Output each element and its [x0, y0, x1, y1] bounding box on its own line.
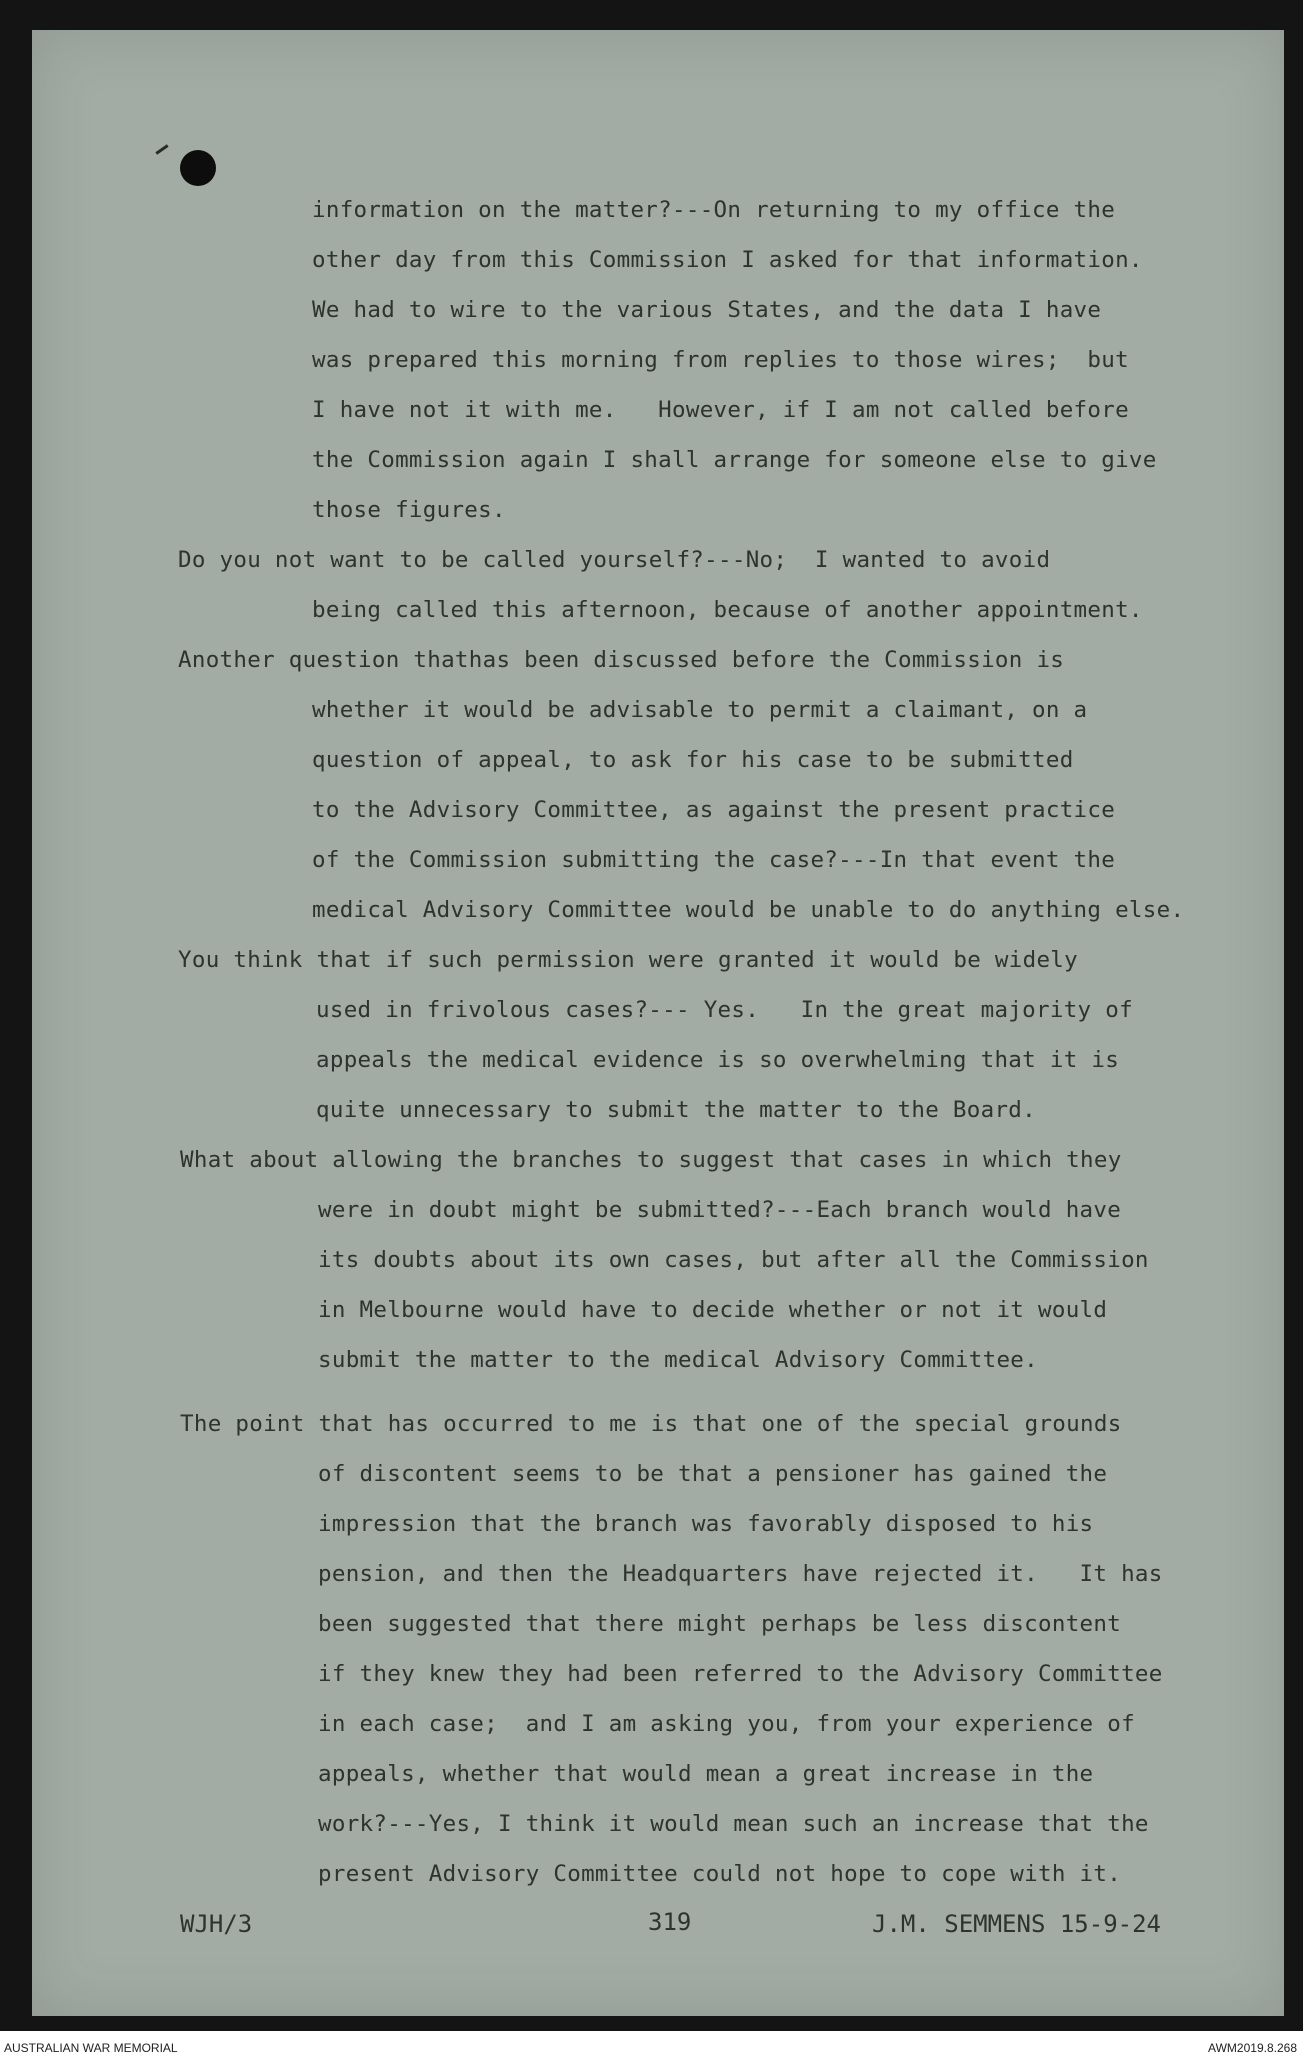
text-line: appeals, whether that would mean a great increase in the: [318, 1761, 1094, 1787]
text-line: the Commission again I shall arrange for someone else to give: [312, 447, 1157, 473]
text-line: if they knew they had been referred to the Advisory Committee: [318, 1661, 1163, 1687]
text-line: to the Advisory Committee, as against the present practice: [312, 797, 1116, 823]
text-line: We had to wire to the various States, and the data I have: [312, 297, 1102, 323]
text-line: quite unnecessary to submit the matter to the Board.: [316, 1097, 1036, 1123]
text-line: of discontent seems to be that a pensioner has gained the: [318, 1461, 1108, 1487]
text-line: Another question thathas been discussed before the Commission is: [178, 647, 1065, 673]
text-line: were in doubt might be submitted?---Each branch would have: [318, 1197, 1122, 1223]
text-line: question of appeal, to ask for his case to be submitted: [312, 747, 1074, 773]
text-line: appeals the medical evidence is so overwhelming that it is: [316, 1047, 1120, 1073]
text-line: What about allowing the branches to suggest that cases in which they: [180, 1147, 1122, 1173]
text-line: submit the matter to the medical Advisory Committee.: [318, 1347, 1038, 1373]
text-line: The point that has occurred to me is that one of the special grounds: [180, 1411, 1122, 1437]
text-line: being called this afternoon, because of another appointment.: [312, 597, 1143, 623]
text-line: its doubts about its own cases, but after all the Commission: [318, 1247, 1149, 1273]
text-line: pension, and then the Headquarters have rejected it. It has: [318, 1561, 1163, 1587]
text-line: in each case; and I am asking you, from your experience of: [318, 1711, 1135, 1737]
text-line: in Melbourne would have to decide whether or not it would: [318, 1297, 1108, 1323]
text-line: medical Advisory Committee would be unable to do anything else.: [312, 897, 1185, 923]
text-line: information on the matter?---On returning to my office the: [312, 197, 1116, 223]
text-line: work?---Yes, I think it would mean such an increase that the: [318, 1811, 1149, 1837]
text-line: I have not it with me. However, if I am not called before: [312, 397, 1129, 423]
text-line: Do you not want to be called yourself?---No; I wanted to avoid: [178, 547, 1051, 573]
archive-reference: AWM2019.8.268: [1208, 2041, 1297, 2055]
text-line: of the Commission submitting the case?---In that event the: [312, 847, 1116, 873]
text-line: impression that the branch was favorably disposed to his: [318, 1511, 1094, 1537]
footer-reference: WJH/3: [180, 1910, 253, 1938]
archive-strip: [0, 2031, 1303, 2061]
text-line: been suggested that there might perhaps be less discontent: [318, 1611, 1122, 1637]
text-line: present Advisory Committee could not hope to cope with it.: [318, 1861, 1122, 1887]
page-number: 319: [648, 1908, 692, 1936]
text-line: used in frivolous cases?--- Yes. In the great majority of: [316, 997, 1133, 1023]
footer-witness-date: J.M. SEMMENS 15-9-24: [872, 1910, 1161, 1938]
text-line: whether it would be advisable to permit a claimant, on a: [312, 697, 1088, 723]
archive-name: AUSTRALIAN WAR MEMORIAL: [4, 2041, 178, 2055]
text-line: You think that if such permission were granted it would be widely: [178, 947, 1078, 973]
text-line: other day from this Commission I asked for that information.: [312, 247, 1143, 273]
text-line: those figures.: [312, 497, 506, 523]
text-line: was prepared this morning from replies to those wires; but: [312, 347, 1129, 373]
